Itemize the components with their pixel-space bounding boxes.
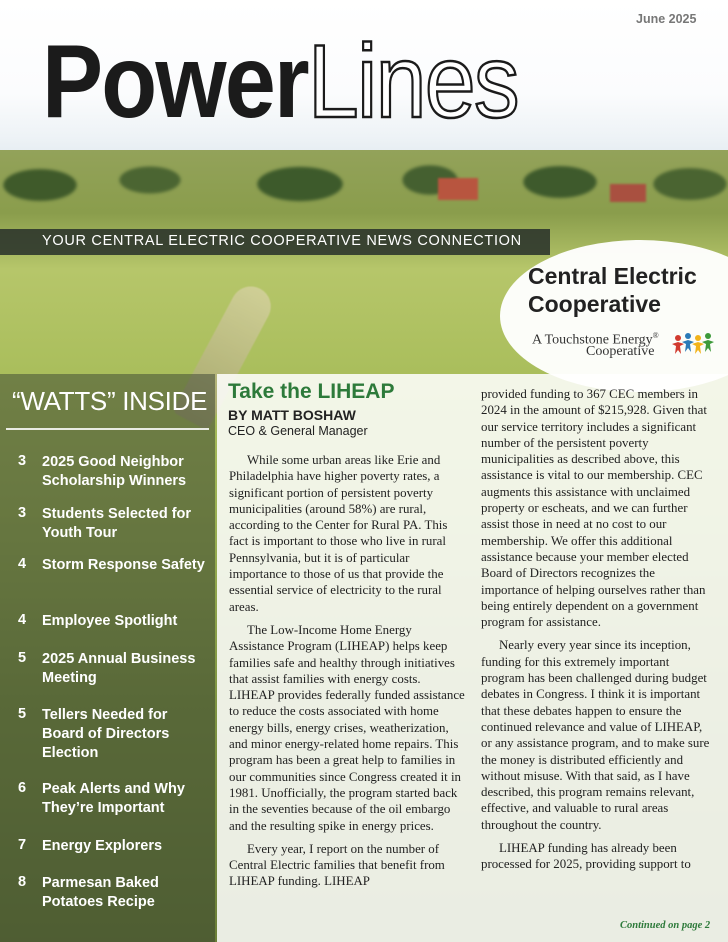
toc-page-number: 6 [18,780,27,796]
logo-lines: Lines [307,24,518,140]
cooperative-name-line1: Central Electric [528,263,697,289]
cooperative-logo [528,262,697,318]
toc-page-number: 5 [18,706,27,722]
logo-power: Power [42,24,308,140]
paragraph: Every year, I report on the number of Central Electric families that benefit from LIHEAP funding. LIHEAP [229,841,445,889]
tagline: YOUR CENTRAL ELECTRIC COOPERATIVE NEWS CONNECTION [42,233,522,249]
registered-mark: ® [652,331,659,340]
toc-page-number: 3 [18,453,27,469]
cooperative-name-line2: Cooperative [528,291,661,317]
touchstone-line2: Cooperative [586,344,655,359]
paragraph: While some urban areas like Erie and Philadelphia have higher poverty rates, a significant portion of persistent poverty municipalities (around 58%) are rural, according to the Center for Rural PA. This fact is important to those who live in rural Pennsylvania, but it is of particular importance to those of us that provide the essential service of electricity to the rural areas. [229,453,448,614]
article-column-1 [229,452,466,897]
article-byline: BY MATT BOSHAW [228,407,356,423]
article-title: Take the LIHEAP [228,380,395,403]
farmhouse [610,184,646,202]
issue-date: June 2025 [636,12,697,26]
toc-title: Parmesan Baked Potatoes Recipe [42,875,159,910]
paragraph: Nearly every year since its inception, funding for this extremely important program has been challenged during budget debates in Congress. I think it is important that these debates happen to ensure the continued relevance and value of LIHEAP, or any assistance program, and to make sure the money is distributed efficiently and without misuse. With that said, as I have described, this program remains relevant, effective, and valuable to rural areas throughout the country. [481,638,710,832]
toc-page-number: 3 [18,505,27,521]
toc-page-number: 4 [18,556,27,572]
paragraph: provided funding to 367 CEC members in 2024 in the amount of $215,928. Given that our service territory includes a significant number of the persistent poverty municipalities as described above, this assistance is vital to our membership. CEC augments this assistance with unclaimed property or escheats, and we can further assist those in need at no cost to our membership. We offer this additional assistance because your member elected Board of Directors recognizes the importance of helping ourselves rather than being entirely dependent on a government program for assistance. [481,387,707,630]
toc-title: Tellers Needed for Board of Directors Election [42,707,170,761]
article-column-2 [481,386,714,880]
toc-title: 2025 Good Neighbor Scholarship Winners [42,454,187,489]
toc-page-number: 7 [18,837,27,853]
toc-title: Students Selected for Youth Tour [42,506,192,541]
toc-title: 2025 Annual Business Meeting [42,651,196,686]
toc-title: Storm Response Safety [42,557,205,573]
powerlines-logo [42,24,518,140]
watts-inside-title: “WATTS” INSIDE [12,386,208,416]
paragraph: The Low-Income Home Energy Assistance Program (LIHEAP) helps keep families safe and healthy through initiatives that assist families with energy costs. LIHEAP provides federally funded assistance to reduce the costs associated with home energy bills, energy crises, weatherization, and minor energy-related home repairs. This program has been a great help to families in our communities since Congress created it in 1981. Unofficially, the program started back in the seventies because of the oil embargo and the resulting spike in energy prices. [229,622,465,833]
touchstone-line1: A Touchstone Energy® [532,331,659,348]
toc-title: Energy Explorers [42,838,163,854]
continued-link[interactable]: Continued on page 2 [620,920,711,931]
toc-page-number: 5 [18,650,27,666]
author-role: CEO & General Manager [228,424,368,438]
toc-title: Peak Alerts and Why They’re Important [42,781,185,816]
touchstone-people-icon [670,330,714,356]
toc-page-number: 8 [18,874,27,890]
farmhouse [438,178,478,200]
title-divider [6,428,209,430]
toc-title: Employee Spotlight [42,613,178,629]
tagline-bar [0,229,550,255]
toc-page-number: 4 [18,612,27,628]
paragraph: LIHEAP funding has already been processed for 2025, providing support to [481,841,691,872]
